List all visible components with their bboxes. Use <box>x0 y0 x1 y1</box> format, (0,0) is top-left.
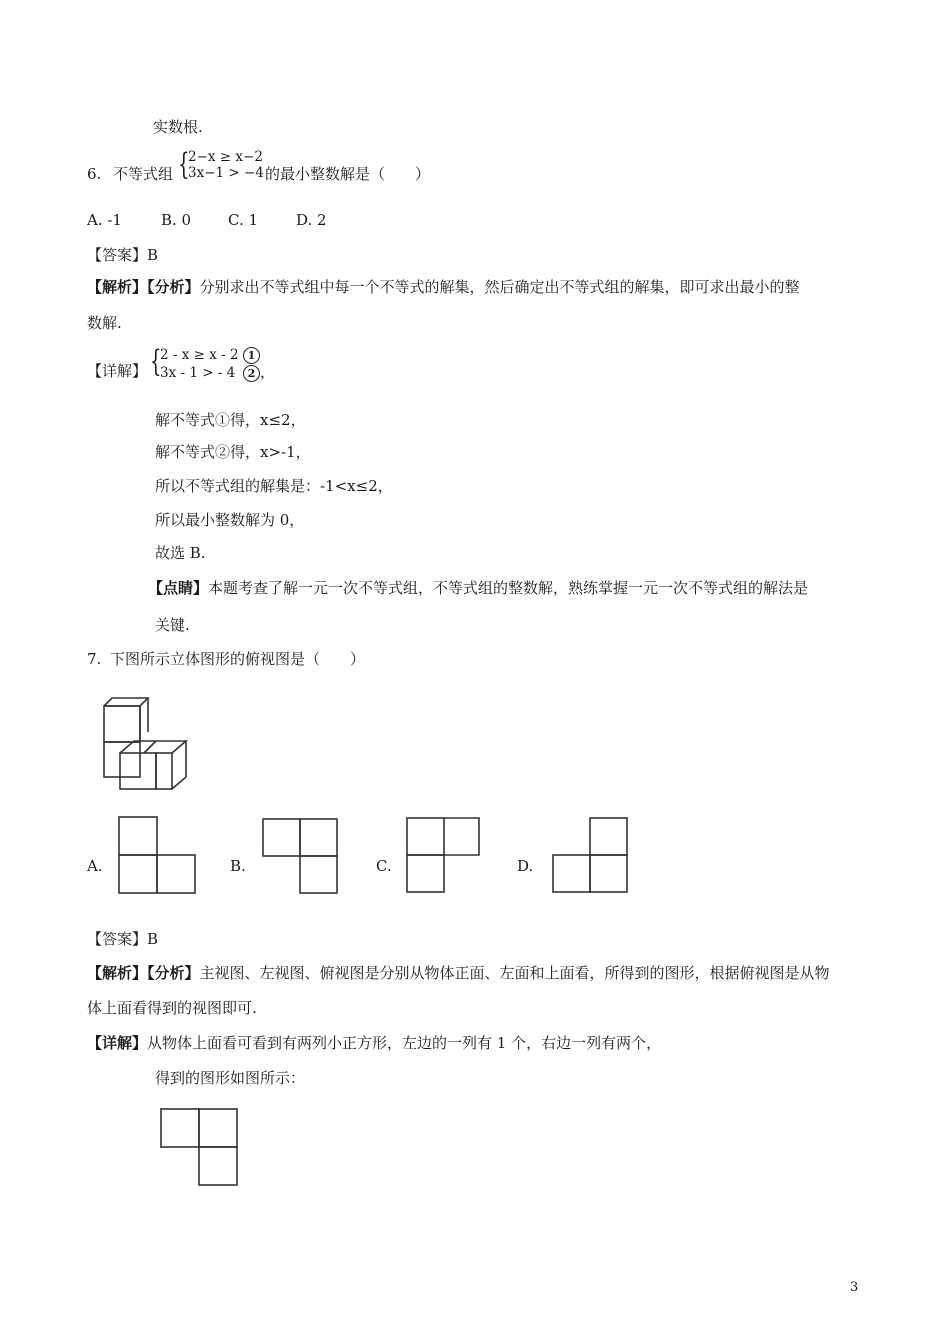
q6-answer <box>87 245 158 265</box>
answer-value: B <box>147 930 159 948</box>
detail-text: 从物体上面看可看到有两列小正方形，左边的一列有 1 个，右边一列有两个， <box>147 1034 662 1052</box>
q6-comment-line-1 <box>148 578 808 598</box>
page-number: 3 <box>850 1280 859 1295</box>
q7-solution-figure <box>160 1108 240 1188</box>
q7-number: 7. <box>87 650 102 668</box>
q6-analysis-line-1 <box>87 277 800 297</box>
q7-analysis-line-1 <box>87 963 830 983</box>
q6-step-3: 所以不等式组的解集是：-1<x≤2， <box>155 477 393 495</box>
q7-solid-figure <box>100 695 200 790</box>
q6-comment-line-2: 关键. <box>155 616 190 634</box>
circled-number-1: 1 <box>243 347 260 364</box>
q6-step-5: 故选 B. <box>155 544 206 562</box>
q6-number: 6. <box>87 165 102 183</box>
q7-option-c-label: C. <box>376 857 392 875</box>
analysis-tag: 【解析】【分析】 <box>87 964 200 982</box>
q6-detail-system-1: 2 - x ≥ x - 2 <box>160 347 239 363</box>
q7-answer <box>87 929 158 949</box>
q6-prefix: 不等式组 <box>113 165 174 183</box>
analysis-text: 主视图、左视图、俯视图是分别从物体正面、左面和上面看，所得到的图形，根据俯视图是从物 <box>199 964 830 982</box>
q6-detail-brace: { <box>150 344 162 379</box>
q7-detail-line-1 <box>87 1033 661 1053</box>
q6-system-line-2: 3x−1 > −4 <box>188 165 264 181</box>
q6-option-c: C. 1 <box>228 211 259 229</box>
answer-tag: 【答案】 <box>87 246 148 264</box>
q6-step-4: 所以最小整数解为 0， <box>155 511 305 529</box>
q7-stem: 下图所示立体图形的俯视图是（ ） <box>110 650 366 668</box>
q7-option-b-label: B. <box>230 857 246 875</box>
analysis-text: 分别求出不等式组中每一个不等式的解集，然后确定出不等式组的解集，即可求出最小的整 <box>199 278 800 296</box>
answer-value: B <box>147 246 159 264</box>
circled-number-2: 2 <box>243 365 260 382</box>
q6-analysis-line-2: 数解. <box>87 314 122 332</box>
q7-option-c-figure <box>404 815 484 895</box>
q7-option-a-label: A. <box>87 857 103 875</box>
q7-detail-line-2: 得到的图形如图所示： <box>155 1069 306 1087</box>
comment-tag: 【点睛】 <box>148 579 209 597</box>
q6-detail-tag: 【详解】 <box>87 362 148 380</box>
answer-tag: 【答案】 <box>87 930 148 948</box>
q6-option-a: A. -1 <box>87 211 122 229</box>
q7-option-d-figure <box>552 817 632 897</box>
detail-tag: 【详解】 <box>87 1034 148 1052</box>
q6-option-d: D. 2 <box>296 211 327 229</box>
comment-text: 本题考查了解一元一次不等式组，不等式组的整数解，熟练掌握一元一次不等式组的解法是 <box>208 579 809 597</box>
analysis-tag: 【解析】【分析】 <box>87 278 200 296</box>
q7-option-d-label: D. <box>517 857 534 875</box>
q6-option-b: B. 0 <box>161 211 192 229</box>
q6-suffix: 的最小整数解是（ ） <box>265 165 431 183</box>
q6-step-1: 解不等式①得，x≤2， <box>155 411 306 429</box>
q6-brace: { <box>178 147 190 182</box>
q5-tail: 实数根. <box>153 118 203 136</box>
q6-system-line-1: 2−x ≥ x−2 <box>188 149 263 165</box>
q7-option-b-figure <box>262 818 342 898</box>
q7-option-a-figure <box>118 816 198 896</box>
q6-detail-system-2: 3x - 1 > - 4 <box>160 365 236 381</box>
q6-step-2: 解不等式②得，x>-1， <box>155 443 311 461</box>
q6-detail-comma: ， <box>260 363 276 381</box>
q7-analysis-line-2: 体上面看得到的视图即可. <box>87 999 257 1017</box>
